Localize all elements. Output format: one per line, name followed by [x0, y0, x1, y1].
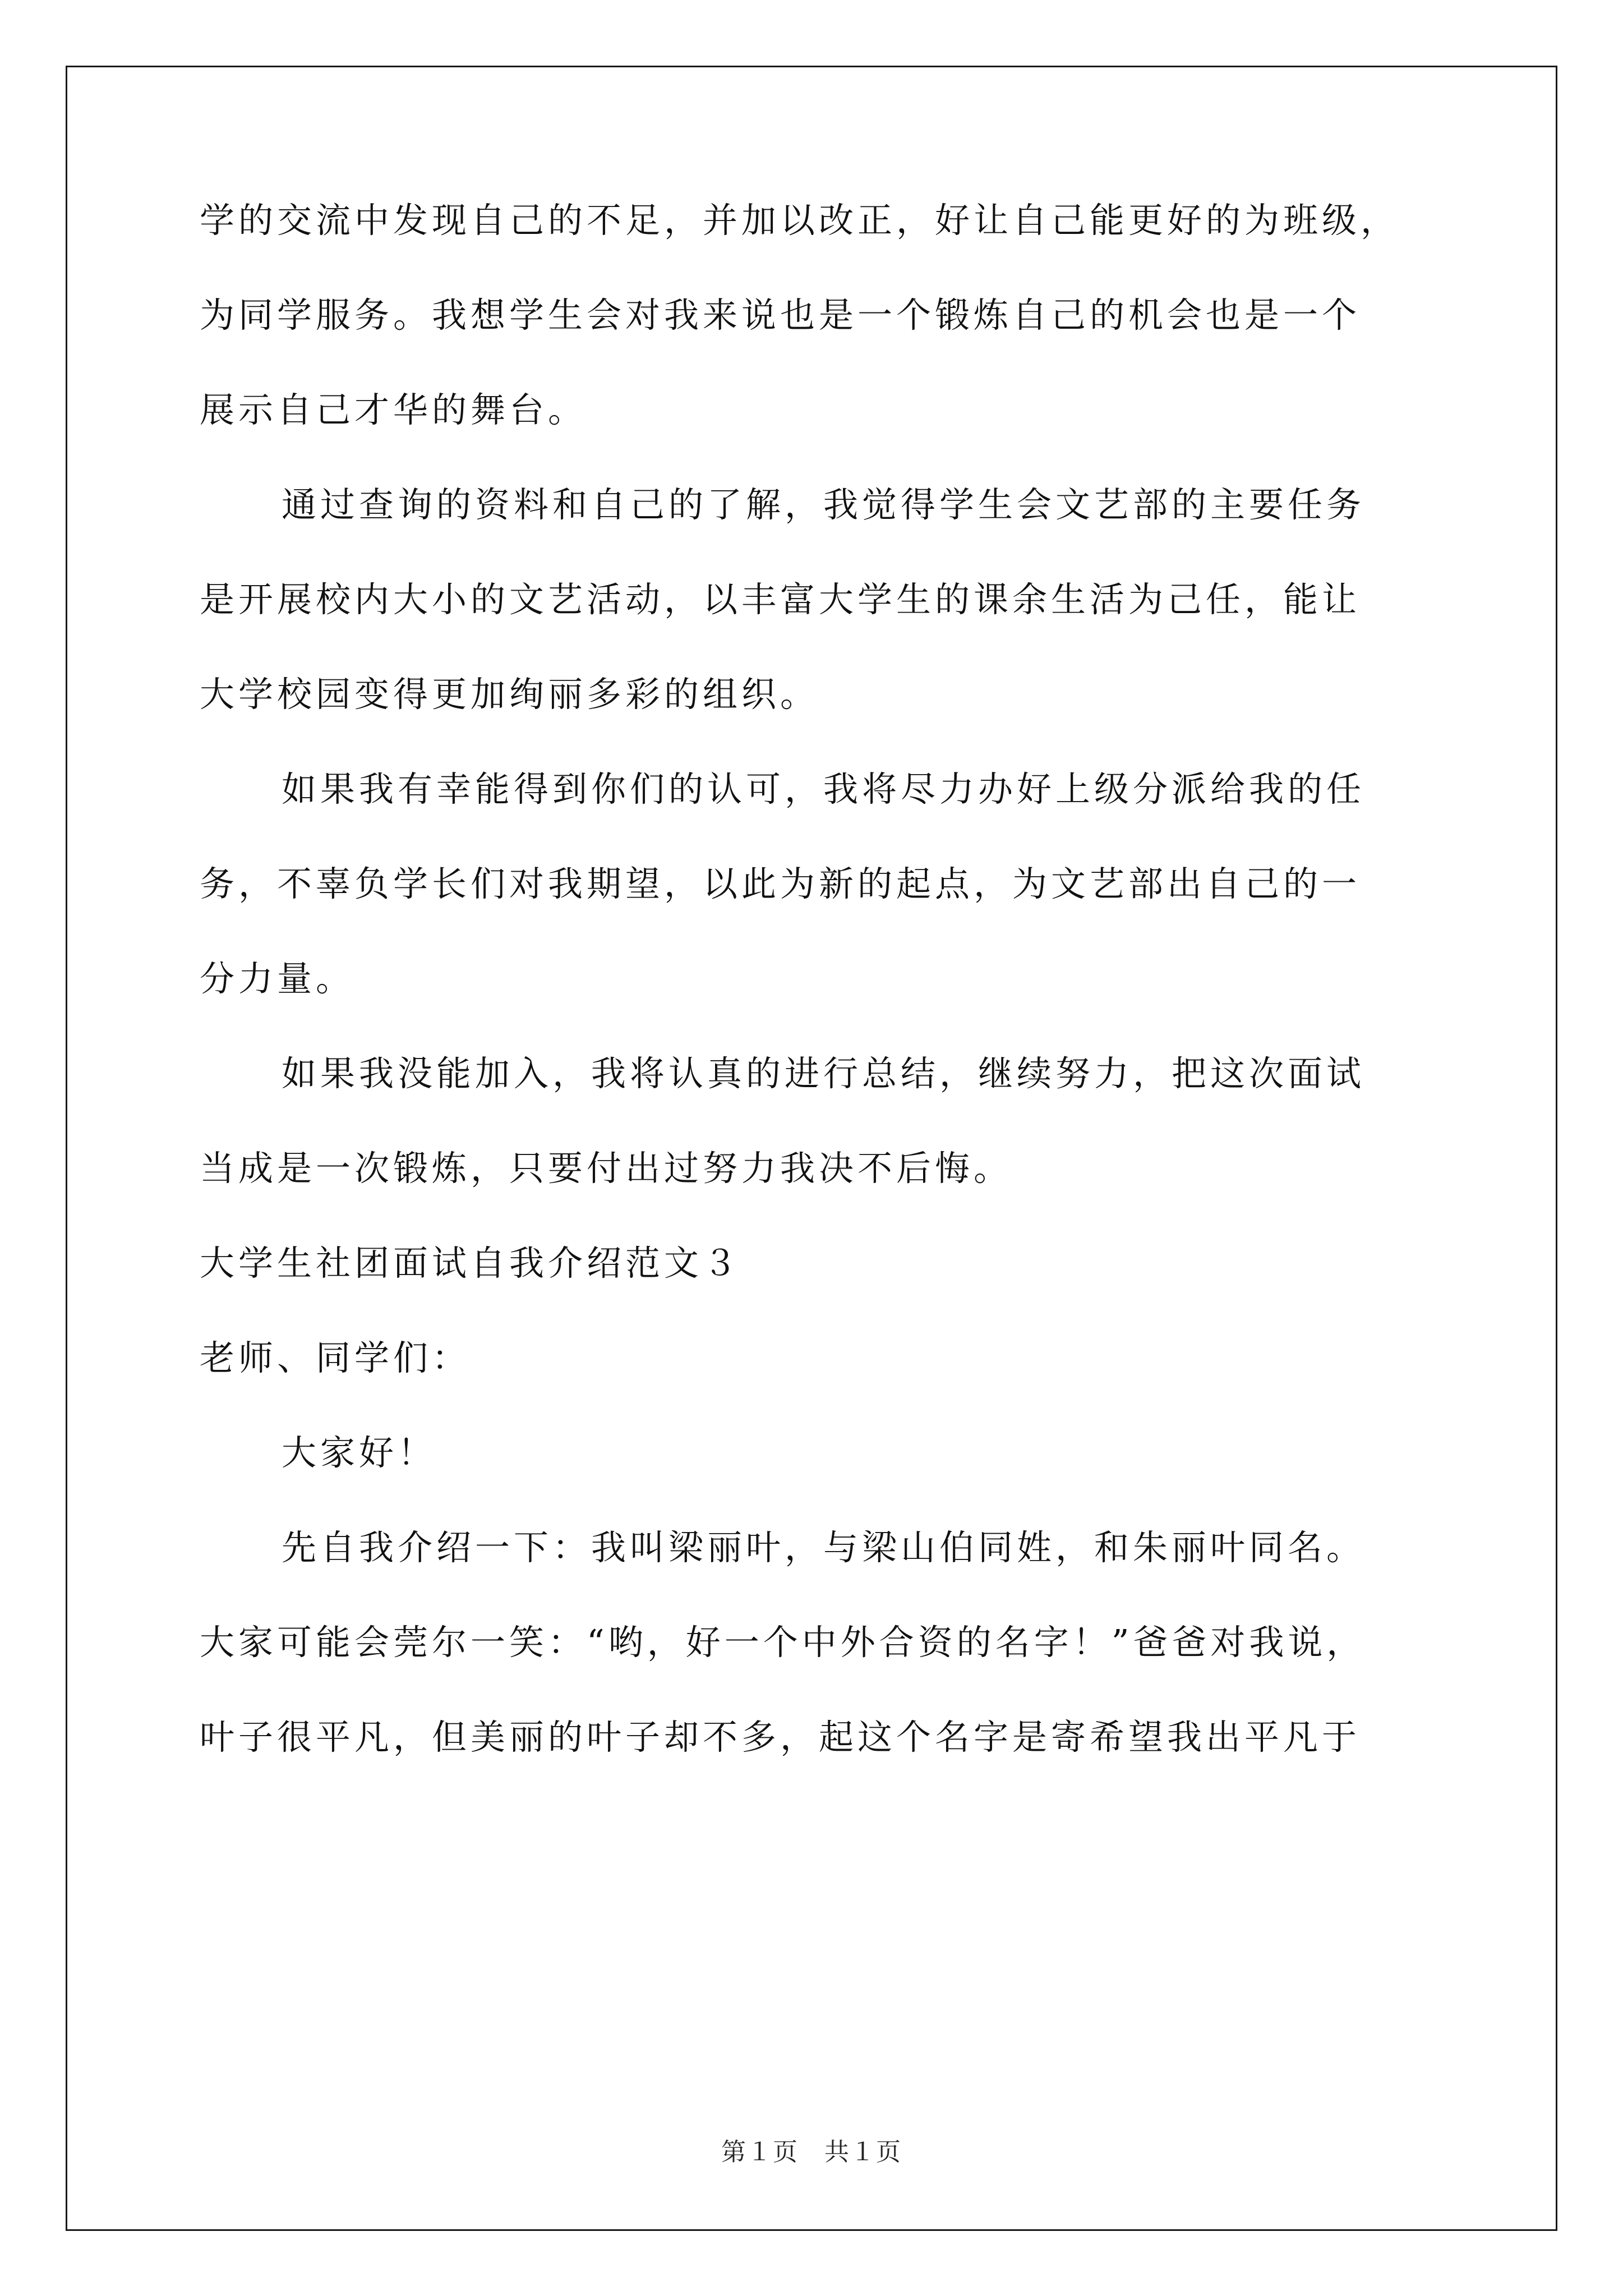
page-footer: 第１页 共１页: [721, 2138, 902, 2166]
text-line: 务，不辜负学长们对我期望，以此为新的起点，为文艺部出自己的一: [200, 863, 1361, 904]
section-heading: 大学生社团面试自我介绍范文３: [200, 1243, 742, 1283]
text-line: 分力量。: [200, 958, 355, 999]
text-line: 大学校园变得更加绚丽多彩的组织。: [200, 674, 819, 715]
text-line: 大家可能会莞尔一笑：“哟，好一个中外合资的名字！”爸爸对我说，: [200, 1622, 1366, 1663]
text-line: 为同学服务。我想学生会对我来说也是一个锻炼自己的机会也是一个: [200, 295, 1361, 335]
text-line: 是开展校内大小的文艺活动，以丰富大学生的课余生活为己任，能让: [200, 579, 1361, 620]
greeting-line: 大家好！: [282, 1432, 437, 1473]
paragraph-start-line: 先自我介绍一下：我叫梁丽叶，与梁山伯同姓，和朱丽叶同名。: [282, 1527, 1366, 1568]
paragraph-start-line: 如果我没能加入，我将认真的进行总结，继续努力，把这次面试: [282, 1053, 1366, 1094]
paragraph-start-line: 如果我有幸能得到你们的认可，我将尽力办好上级分派给我的任: [282, 769, 1366, 809]
text-line: 展示自己才华的舞台。: [200, 389, 587, 430]
paragraph-start-line: 通过查询的资料和自己的了解，我觉得学生会文艺部的主要任务: [282, 484, 1366, 525]
text-line: 学的交流中发现自己的不足，并加以改正，好让自己能更好的为班级，: [200, 200, 1400, 241]
text-line: 叶子很平凡，但美丽的叶子却不多，起这个名字是寄希望我出平凡于: [200, 1717, 1361, 1757]
text-line: 当成是一次锻炼，只要付出过努力我决不后悔。: [200, 1148, 1013, 1189]
salutation-line: 老师、同学们：: [200, 1337, 471, 1378]
